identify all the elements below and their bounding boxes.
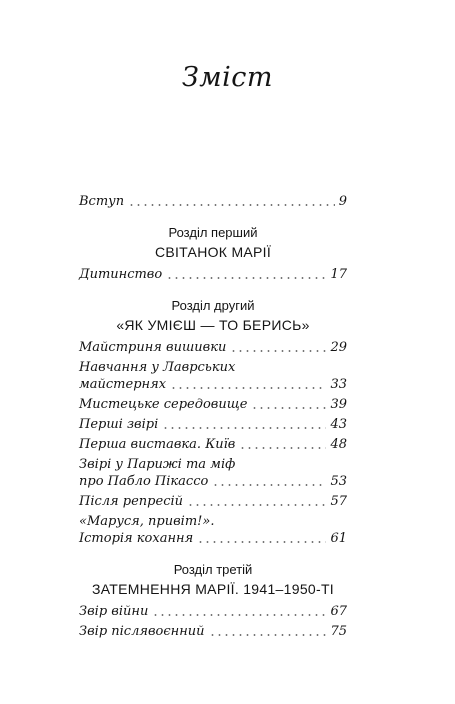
toc-entry[interactable] [79,359,347,393]
section-heading-1 [79,224,347,262]
toc-entry-page: 61 [330,531,347,546]
section-number: Розділ третій [173,562,253,577]
toc-entry-page: 43 [330,417,347,432]
section-heading-2 [79,297,347,335]
toc-entry-label: про Пабло Пікассо [79,474,209,489]
toc-entry[interactable] [79,436,347,453]
toc-entry[interactable] [79,623,347,640]
dot-leader [197,541,326,543]
toc-entry-page: 75 [330,624,347,639]
dot-leader [152,614,326,616]
dot-leader [239,447,326,449]
toc-entry-intro[interactable] [79,193,347,210]
table-of-contents [79,193,347,643]
toc-entry-label: Мистецьке середовище [79,397,248,412]
page-title: Зміст [181,62,274,93]
dot-leader [230,350,326,352]
toc-entry[interactable] [79,493,347,510]
toc-entry-label: Звір війни [79,604,149,619]
toc-entry[interactable] [79,396,347,413]
toc-entry-label: Майстриня вишивки [79,340,227,355]
toc-entry[interactable] [79,266,347,283]
toc-entry-label-line1: «Маруся, привіт!». [79,514,215,529]
toc-entry[interactable] [79,603,347,620]
dot-leader [251,407,326,409]
toc-entry-label: Після репресій [79,494,184,509]
dot-leader [166,277,326,279]
toc-entry-label-line1: Навчання у Лаврських [79,360,236,375]
toc-entry[interactable] [79,416,347,433]
toc-entry-label: Звір післявоєнний [79,624,205,639]
toc-entry-label: Історія кохання [79,531,194,546]
toc-entry-label: Вступ [79,194,125,209]
toc-entry-label: Перші звірі [79,417,159,432]
section-number: Розділ перший [168,225,258,240]
toc-entry-page: 67 [330,604,347,619]
section-heading-3 [79,561,347,599]
toc-entry-label-line1: Звірі у Парижі та міф [79,457,236,472]
section-title: «ЯК УМІЄШ — ТО БЕРИСЬ» [116,317,310,333]
dot-leader [162,427,326,429]
toc-entry-page: 29 [330,340,347,355]
dot-leader [128,204,335,206]
toc-entry-page: 33 [330,377,347,392]
dot-leader [187,504,326,506]
section-title: СВІТАНОК МАРІЇ [154,244,272,260]
toc-entry-page: 48 [330,437,347,452]
toc-entry-page: 57 [330,494,347,509]
toc-entry-page: 39 [330,397,347,412]
toc-entry-page: 17 [330,267,347,282]
toc-entry-label: Перша виставка. Київ [79,437,236,452]
toc-entry[interactable] [79,339,347,356]
dot-leader [212,484,326,486]
toc-entry-label: Дитинство [79,267,163,282]
dot-leader [170,387,326,389]
toc-entry-page: 53 [330,474,347,489]
section-number: Розділ другий [171,298,255,313]
toc-entry[interactable] [79,513,347,547]
section-title: ЗАТЕМНЕННЯ МАРІЇ. 1941–1950-ТІ [92,581,334,597]
dot-leader [209,634,327,636]
toc-entry[interactable] [79,456,347,490]
toc-entry-page: 9 [338,194,347,209]
toc-entry-label: майстернях [79,377,167,392]
